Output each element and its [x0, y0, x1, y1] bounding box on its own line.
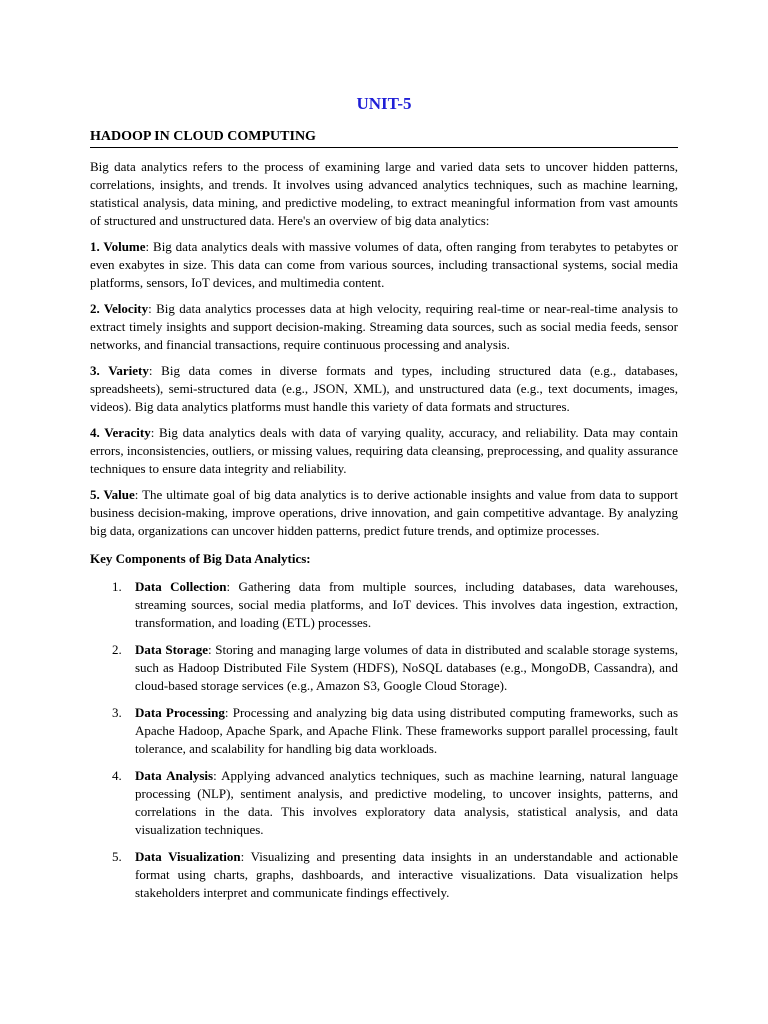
paragraph-text: : The ultimate goal of big data analytics is to derive actionable insights and value from data to support business decision-making, improve operations, drive innovation, and gain competitive advantage. By analyzing big data, organizations can uncover hidden patterns, predict future trends, and optimize processes. — [90, 487, 678, 538]
item-text: : Storing and managing large volumes of data in distributed and scalable storage systems, such as Hadoop Distributed File System (HDFS), NoSQL databases (e.g., MongoDB, Cassandra), and cloud-based storage services (e.g., Amazon S3, Google Cloud Storage). — [135, 642, 678, 693]
list-item — [90, 578, 678, 632]
list-number: 4. — [112, 768, 122, 783]
list-item — [90, 704, 678, 758]
paragraph-text: : Big data analytics deals with data of varying quality, accuracy, and reliability. Data may contain errors, inconsistencies, outliers, or missing values, requiring data cleansing, preprocessing, and quality assurance techniques to ensure data integrity and reliability. — [90, 425, 678, 476]
list-item — [90, 848, 678, 902]
item-text: : Gathering data from multiple sources, including databases, data warehouses, streaming sources, social media platforms, and IoT devices. This involves data ingestion, extraction, transformation, and loading (ETL) processes. — [135, 579, 679, 630]
intro-paragraph: Big data analytics refers to the process of examining large and varied data sets to uncover hidden patterns, correlations, insights, and trends. It involves using advanced analytics techniques, such as machine learning, statistical analysis, data mining, and predictive modeling, to extract meaningful information from vast amounts of structured and unstructured data. Here's an overview of big data analytics: — [90, 159, 678, 228]
item-text: : Visualizing and presenting data insights in an understandable and actionable format using charts, graphs, dashboards, and interactive visualizations. Data visualization helps stakeholders interpret and communicate findings effectively. — [135, 849, 678, 900]
list-number: 2. — [112, 642, 122, 657]
list-item — [90, 767, 678, 839]
unit-heading: UNIT-5 — [356, 94, 412, 113]
veracity-paragraph — [90, 424, 678, 478]
variety-paragraph — [90, 362, 678, 416]
paragraph-lead: 1. Volume — [90, 239, 146, 254]
list-number: 5. — [112, 849, 122, 864]
item-text: : Processing and analyzing big data using distributed computing frameworks, such as Apache Hadoop, Apache Spark, and Apache Flink. These frameworks support parallel processing, fault tolerance, and scalability for handling big data workloads. — [135, 705, 678, 756]
paragraph-text: : Big data analytics processes data at high velocity, requiring real-time or near-real-time analysis to extract timely insights and support decision-making. Streaming data sources, such as social media feeds, sensor networks, and financial transactions, require continuous processing and analysis. — [90, 301, 678, 352]
list-item — [90, 641, 678, 695]
item-lead: Data Collection — [135, 579, 227, 594]
item-lead: Data Storage — [135, 642, 208, 657]
paragraph-lead: 5. Value — [90, 487, 135, 502]
value-paragraph — [90, 486, 678, 540]
list-number: 1. — [112, 579, 122, 594]
item-lead: Data Analysis — [135, 768, 214, 783]
section-title: HADOOP IN CLOUD COMPUTING — [90, 128, 678, 148]
list-number: 3. — [112, 705, 122, 720]
components-heading: Key Components of Big Data Analytics: — [90, 551, 311, 566]
paragraph-text: : Big data comes in diverse formats and types, including structured data (e.g., databases, spreadsheets), semi-structured data (e.g., JSON, XML), and unstructured data (e.g., text documents, images, videos). Big data analytics platforms must handle this variety of data formats and structures. — [90, 363, 678, 414]
item-lead: Data Processing — [135, 705, 225, 720]
paragraph-lead: 3. Variety — [90, 363, 149, 378]
item-text: : Applying advanced analytics techniques, such as machine learning, natural language processing (NLP), sentiment analysis, and predictive modeling, to uncover insights, patterns, and correlations in the data. This involves exploratory data analysis, statistical analysis, and data visualization techniques. — [135, 768, 678, 837]
paragraph-lead: 2. Velocity — [90, 301, 149, 316]
item-lead: Data Visualization — [135, 849, 241, 864]
volume-paragraph — [90, 238, 678, 292]
components-list — [90, 578, 678, 902]
velocity-paragraph — [90, 300, 678, 354]
paragraph-text: : Big data analytics deals with massive volumes of data, often ranging from terabytes to petabytes or even exabytes in size. This data can come from various sources, including transactional systems, social media platforms, sensors, IoT devices, and multimedia content. — [90, 239, 678, 290]
paragraph-lead: 4. Veracity — [90, 425, 151, 440]
